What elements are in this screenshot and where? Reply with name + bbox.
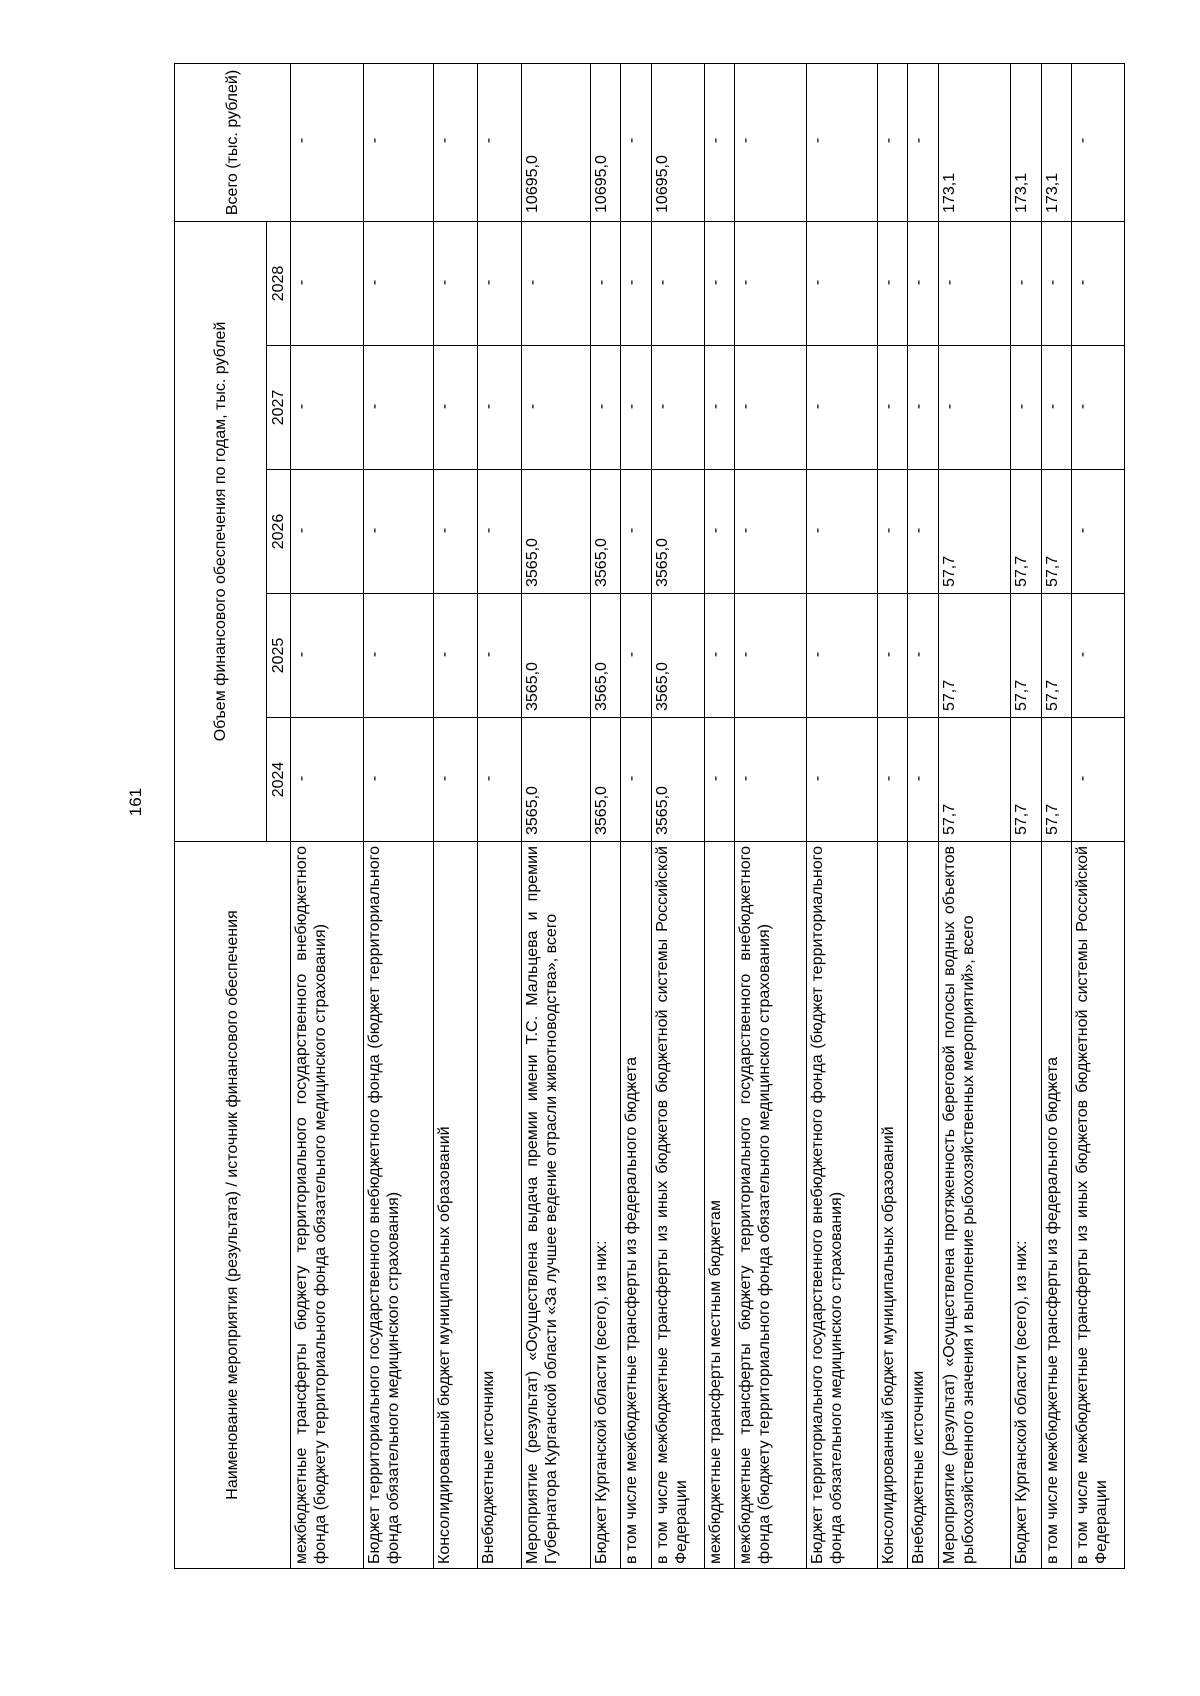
header-total-col: Всего (тыс. рублей) [175,63,291,221]
value-2025: - [291,594,364,718]
value-2025: - [364,594,434,718]
row-total: - [704,63,735,221]
row-total: - [364,63,434,221]
value-2028: - [291,221,364,345]
value-2026: - [877,470,908,594]
value-2028: - [1010,221,1041,345]
value-2024: 3565,0 [521,718,590,842]
value-2028: - [621,221,652,345]
value-2028: - [364,221,434,345]
value-2028: - [735,221,807,345]
table-row [521,63,590,1568]
value-2027: - [704,346,735,470]
value-2027: - [590,346,621,470]
row-name: Консолидированный бюджет муниципальных образований [434,842,478,1569]
header-year-2025: 2025 [267,594,291,718]
value-2027: - [735,346,807,470]
value-2027: - [434,346,478,470]
value-2027: - [807,346,877,470]
value-2028: - [877,221,908,345]
value-2025: - [807,594,877,718]
value-2025: - [434,594,478,718]
table-row [877,63,908,1568]
row-total: - [1072,63,1125,221]
table-row [1010,63,1041,1568]
value-2027: - [877,346,908,470]
value-2027: - [1041,346,1072,470]
value-2024: 57,7 [939,718,1011,842]
value-2028: - [434,221,478,345]
table-row [807,63,877,1568]
row-total: - [807,63,877,221]
value-2024: 3565,0 [590,718,621,842]
row-name: в том числе межбюджетные трансферты из федерального бюджета [621,842,652,1569]
value-2026: - [735,470,807,594]
value-2024: 57,7 [1010,718,1041,842]
value-2024: - [704,718,735,842]
row-total: 10695,0 [590,63,621,221]
value-2025: 57,7 [939,594,1011,718]
value-2027: - [939,346,1011,470]
header-year-2024: 2024 [267,718,291,842]
row-name: Консолидированный бюджет муниципальных образований [877,842,908,1569]
value-2024: - [478,718,522,842]
page-number: 161 [126,787,145,817]
row-name: Бюджет Курганской области (всего), из них: [1010,842,1041,1569]
value-2024: - [807,718,877,842]
value-2028: - [652,221,705,345]
row-name: в том числе межбюджетные трансферты из иных бюджетов бюджетной системы Российской Федерации [1072,842,1125,1569]
value-2024: 57,7 [1041,718,1072,842]
value-2027: - [364,346,434,470]
value-2027: - [521,346,590,470]
value-2026: - [364,470,434,594]
row-name: межбюджетные трансферты местным бюджетам [704,842,735,1569]
table-row [652,63,705,1568]
value-2028: - [807,221,877,345]
row-total: - [621,63,652,221]
row-name: в том числе межбюджетные трансферты из федерального бюджета [1041,842,1072,1569]
row-total: 173,1 [939,63,1011,221]
value-2026: 57,7 [939,470,1011,594]
value-2026: 3565,0 [652,470,705,594]
value-2025: - [621,594,652,718]
value-2028: - [704,221,735,345]
value-2025: - [1072,594,1125,718]
value-2025: 57,7 [1041,594,1072,718]
value-2028: - [939,221,1011,345]
row-total: - [908,63,939,221]
rotated-table-container [174,64,1125,1569]
value-2027: - [652,346,705,470]
value-2028: - [1041,221,1072,345]
value-2026: - [1072,470,1125,594]
value-2025: - [908,594,939,718]
table-row [478,63,522,1568]
value-2026: - [291,470,364,594]
header-year-2026: 2026 [267,470,291,594]
header-name-col: Наименование мероприятия (результата) / источник финансового обеспечения [175,842,291,1569]
value-2024: - [908,718,939,842]
row-name: Бюджет Курганской области (всего), из них: [590,842,621,1569]
value-2026: - [807,470,877,594]
table-row [434,63,478,1568]
row-name: в том числе межбюджетные трансферты из иных бюджетов бюджетной системы Российской Федерации [652,842,705,1569]
row-name: межбюджетные трансферты бюджету территориального государственного внебюджетного фонда (бюджету территориального фонда обязательного медицинского страхования) [291,842,364,1569]
value-2024: - [735,718,807,842]
row-total: 10695,0 [521,63,590,221]
value-2027: - [291,346,364,470]
value-2026: - [908,470,939,594]
row-total: 173,1 [1041,63,1072,221]
row-name: Мероприятие (результат) «Осуществлена выдача премии имени Т.С. Мальцева и премии Губернатора Курганской области «За лучшее ведение отрасли животноводства», всего [521,842,590,1569]
value-2028: - [521,221,590,345]
value-2026: - [478,470,522,594]
value-2027: - [621,346,652,470]
value-2025: 3565,0 [590,594,621,718]
row-name: Мероприятие (результат) «Осуществлена протяженность береговой полосы водных объектов рыбохозяйственного значения и выполнение рыбохозяйственных мероприятий», всего [939,842,1011,1569]
value-2024: - [434,718,478,842]
header-year-2028: 2028 [267,221,291,345]
value-2025: - [877,594,908,718]
row-name: межбюджетные трансферты бюджету территориального государственного внебюджетного фонда (бюджету территориального фонда обязательного медицинского страхования) [735,842,807,1569]
row-name: Внебюджетные источники [478,842,522,1569]
table-row [621,63,652,1568]
value-2024: - [291,718,364,842]
table-row [939,63,1011,1568]
row-name: Бюджет территориального государственного внебюджетного фонда (бюджет территориального фонда обязательного медицинского страхования) [807,842,877,1569]
table-row [1072,63,1125,1568]
row-name: Бюджет территориального государственного внебюджетного фонда (бюджет территориального фонда обязательного медицинского страхования) [364,842,434,1569]
value-2024: - [877,718,908,842]
value-2025: 3565,0 [521,594,590,718]
value-2026: - [704,470,735,594]
value-2028: - [1072,221,1125,345]
row-total: 173,1 [1010,63,1041,221]
value-2026: - [621,470,652,594]
value-2027: - [478,346,522,470]
value-2026: 57,7 [1010,470,1041,594]
row-total: 10695,0 [652,63,705,221]
table-row [291,63,364,1568]
header-volume-group: Объем финансового обеспечения по годам, тыс. рублей [175,221,267,841]
value-2028: - [590,221,621,345]
value-2027: - [908,346,939,470]
value-2025: - [478,594,522,718]
value-2025: - [735,594,807,718]
row-total: - [735,63,807,221]
value-2024: - [1072,718,1125,842]
value-2027: - [1072,346,1125,470]
value-2025: 57,7 [1010,594,1041,718]
row-total: - [877,63,908,221]
header-year-2027: 2027 [267,346,291,470]
row-total: - [478,63,522,221]
table-row [908,63,939,1568]
value-2024: - [621,718,652,842]
value-2028: - [908,221,939,345]
value-2025: 3565,0 [652,594,705,718]
table-row [704,63,735,1568]
value-2024: 3565,0 [652,718,705,842]
value-2026: 3565,0 [521,470,590,594]
row-name: Внебюджетные источники [908,842,939,1569]
value-2026: 57,7 [1041,470,1072,594]
row-total: - [291,63,364,221]
value-2026: 3565,0 [590,470,621,594]
value-2024: - [364,718,434,842]
financing-table [174,63,1125,1569]
value-2028: - [478,221,522,345]
table-row [364,63,434,1568]
value-2027: - [1010,346,1041,470]
table-row [590,63,621,1568]
row-total: - [434,63,478,221]
value-2026: - [434,470,478,594]
table-row [735,63,807,1568]
value-2025: - [704,594,735,718]
table-row [1041,63,1072,1568]
